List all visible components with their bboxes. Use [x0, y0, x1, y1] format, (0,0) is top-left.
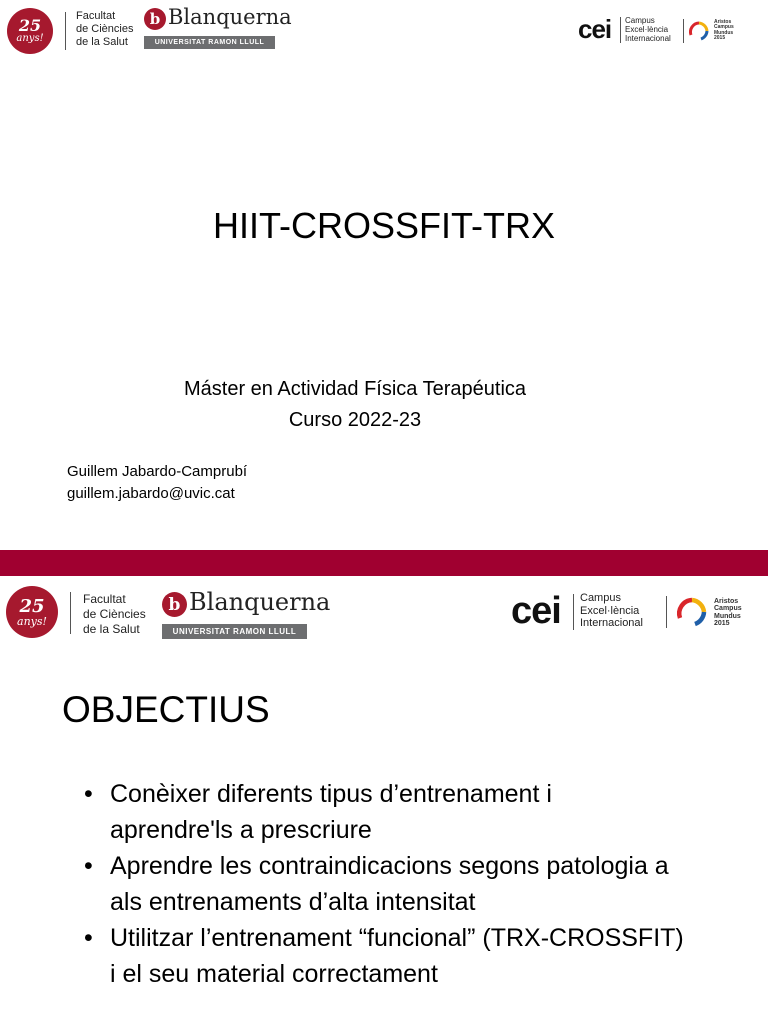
objective-item — [84, 848, 734, 920]
university-bar: UNIVERSITAT RAMON LLULL — [162, 624, 307, 639]
campus-line: Internacional — [580, 617, 643, 630]
objective-line: aprendre'ls a prescriure — [110, 816, 372, 844]
faculty-line: de la Salut — [76, 36, 128, 48]
aristos-line: Campus — [714, 605, 742, 613]
aristos-label — [714, 20, 734, 41]
slide-divider — [0, 550, 768, 576]
objective-line: Aprendre les contraindicacions segons patologia a — [110, 852, 669, 880]
aristos-line: Campus — [714, 24, 734, 31]
blanquerna-b-icon — [144, 8, 166, 30]
bullet-icon: • — [84, 852, 93, 880]
blanquerna-b-icon — [162, 592, 187, 617]
blanquerna-wordmark: Blanquerna — [189, 588, 331, 616]
faculty-line: de Ciències — [76, 23, 134, 35]
aristos-line: 2015 — [714, 34, 726, 41]
author-name: Guillem Jabardo-Camprubí — [67, 463, 248, 480]
program-name: Máster en Actividad Física Terapéutica — [183, 378, 527, 400]
campus-line: Excel·lència — [580, 604, 640, 617]
presentation-title: HIIT-CROSSFIT-TRX — [213, 205, 555, 246]
faculty-line: Facultat — [83, 592, 126, 606]
logo-separator — [65, 12, 66, 50]
program-info — [140, 374, 570, 436]
author-info — [67, 461, 247, 505]
faculty-line: de la Salut — [83, 622, 140, 636]
aristos-arc-icon — [674, 594, 710, 630]
badge-number: 25 — [19, 595, 45, 617]
objective-line: Utilitzar l’entrenament “funcional” (TRX-CROSSFIT) — [110, 924, 684, 952]
blanquerna-initial: b — [168, 594, 181, 615]
aristos-line: Aristos — [714, 19, 732, 25]
course-year: Curso 2022-23 — [288, 409, 422, 431]
faculty-label — [83, 592, 146, 637]
anniversary-badge — [6, 586, 58, 638]
objective-item — [84, 920, 734, 992]
aristos-arc-icon — [687, 19, 711, 43]
anniversary-badge — [7, 8, 53, 54]
faculty-line: Facultat — [76, 10, 116, 22]
objective-item — [84, 776, 734, 848]
campus-line: Internacional — [625, 34, 671, 44]
objective-line: Conèixer diferents tipus d’entrenament i — [110, 780, 552, 808]
objectives-list — [84, 776, 734, 992]
bullet-icon: • — [84, 924, 93, 952]
cei-wordmark: cei — [511, 590, 561, 632]
aristos-line: Mundus — [714, 29, 734, 36]
faculty-label — [76, 10, 133, 49]
campus-line: Campus — [625, 16, 655, 25]
campus-label — [625, 16, 671, 44]
cei-wordmark: cei — [578, 14, 612, 44]
objective-line: i el seu material correctament — [110, 960, 438, 988]
slide-title-objectius: OBJECTIUS — [62, 689, 270, 730]
campus-line: Campus — [580, 592, 621, 604]
badge-word: anys! — [16, 33, 44, 44]
aristos-line: 2015 — [714, 620, 730, 628]
badge-number: 25 — [18, 16, 42, 35]
faculty-line: de Ciències — [83, 607, 146, 621]
author-email: guillem.jabardo@uvic.cat — [67, 485, 235, 502]
bullet-icon: • — [84, 780, 93, 808]
aristos-separator — [683, 19, 684, 43]
badge-word: anys! — [17, 614, 47, 628]
aristos-separator — [666, 596, 667, 628]
blanquerna-initial: b — [149, 10, 161, 28]
blanquerna-wordmark: Blanquerna — [168, 5, 292, 29]
aristos-label — [714, 598, 742, 627]
logo-separator — [70, 592, 71, 634]
cei-separator — [620, 17, 621, 43]
campus-label — [580, 592, 643, 630]
cei-separator — [573, 594, 574, 630]
campus-line: Excel·lència — [625, 25, 669, 35]
objective-line: als entrenaments d’alta intensitat — [110, 888, 476, 916]
aristos-line: Aristos — [714, 598, 739, 605]
slide-objectives — [0, 576, 768, 1024]
university-bar: UNIVERSITAT RAMON LLULL — [144, 36, 275, 49]
aristos-line: Mundus — [714, 612, 741, 620]
